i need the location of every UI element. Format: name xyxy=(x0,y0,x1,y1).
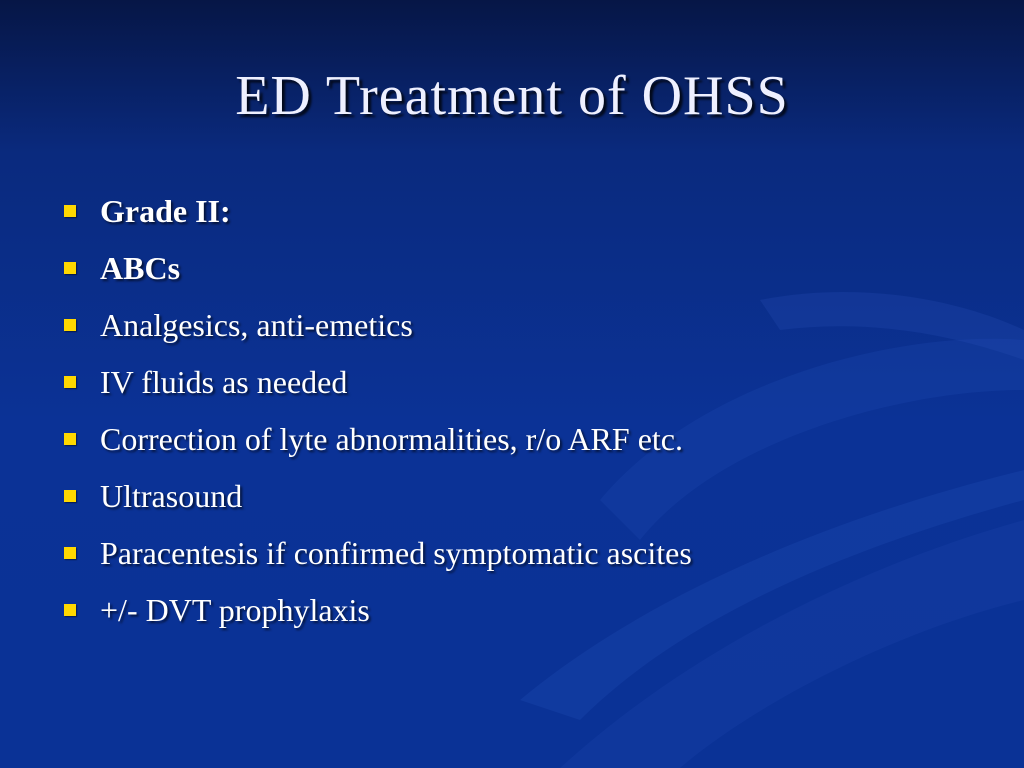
list-item-text: Grade II: xyxy=(100,193,231,229)
square-bullet-icon xyxy=(64,433,76,445)
square-bullet-icon xyxy=(64,205,76,217)
list-item xyxy=(62,473,692,530)
list-item-text: Ultrasound xyxy=(100,478,243,514)
list-item xyxy=(62,587,692,644)
list-item-text: IV fluids as needed xyxy=(100,364,348,400)
list-item-text: +/- DVT prophylaxis xyxy=(100,592,370,628)
list-item xyxy=(62,359,692,416)
list-item xyxy=(62,302,692,359)
square-bullet-icon xyxy=(64,319,76,331)
slide-title: ED Treatment of OHSS xyxy=(235,65,789,127)
list-item-text: ABCs xyxy=(100,250,181,286)
list-item xyxy=(62,416,692,473)
list-item xyxy=(62,245,692,302)
list-item-text: Paracentesis if confirmed symptomatic ascites xyxy=(100,535,692,571)
list-item-text: Analgesics, anti-emetics xyxy=(100,307,413,343)
square-bullet-icon xyxy=(64,604,76,616)
square-bullet-icon xyxy=(64,376,76,388)
list-item-text: Correction of lyte abnormalities, r/o ARF etc. xyxy=(100,421,683,457)
square-bullet-icon xyxy=(64,490,76,502)
square-bullet-icon xyxy=(64,547,76,559)
bullet-list xyxy=(62,188,692,644)
list-item xyxy=(62,188,692,245)
square-bullet-icon xyxy=(64,262,76,274)
list-item xyxy=(62,530,692,587)
